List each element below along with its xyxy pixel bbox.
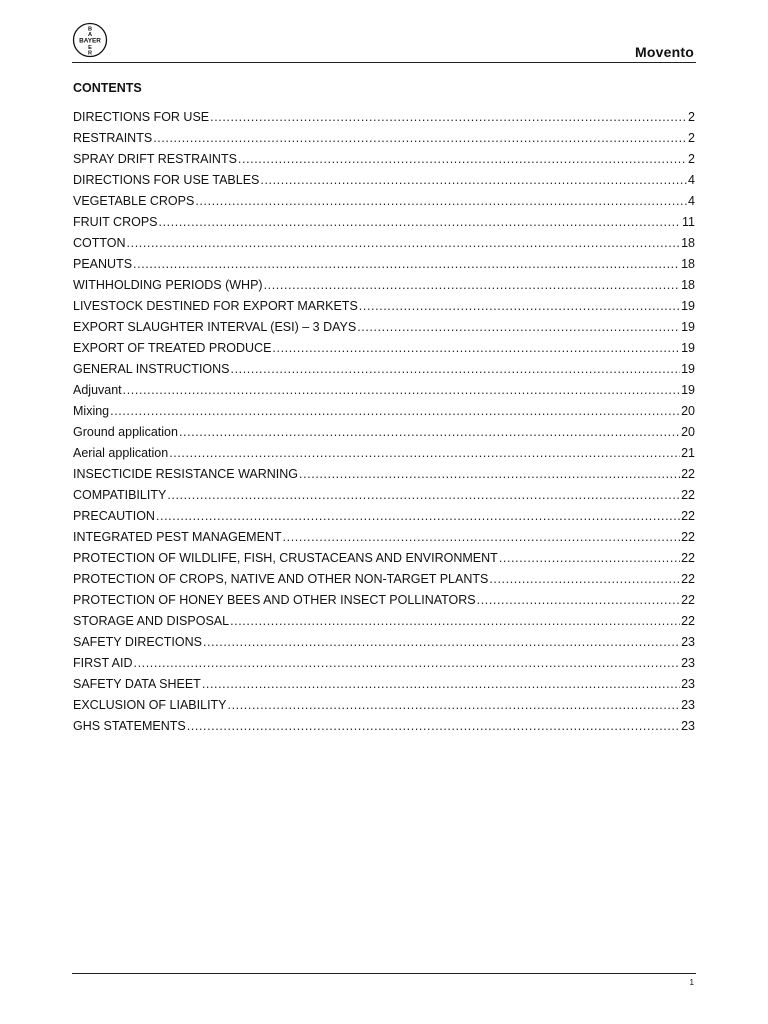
svg-text:B: B: [87, 26, 93, 33]
toc-entry-label: Aerial application: [73, 446, 169, 460]
toc-entry-page: 18: [681, 278, 695, 292]
toc-entry-label: COMPATIBILITY: [73, 488, 167, 502]
toc-entry-label: Ground application: [73, 425, 178, 439]
toc-entry[interactable]: [73, 297, 695, 318]
toc-entry-page: 22: [681, 509, 695, 523]
toc-entry-label: Adjuvant: [73, 383, 122, 397]
toc-entry-label: GENERAL INSTRUCTIONS: [73, 362, 230, 376]
toc-entry-label: SAFETY DATA SHEET: [73, 677, 201, 691]
toc-entry-label: EXPORT OF TREATED PRODUCE: [73, 341, 272, 355]
toc-entry-page: 23: [681, 719, 695, 733]
toc-dot-leader: [203, 633, 680, 651]
toc-entry-label: DIRECTIONS FOR USE: [73, 110, 210, 124]
toc-entry-page: 20: [681, 404, 695, 418]
toc-dot-leader: [195, 192, 687, 210]
toc-entry-page: 4: [688, 173, 695, 187]
toc-entry-label: LIVESTOCK DESTINED FOR EXPORT MARKETS: [73, 299, 358, 313]
toc-dot-leader: [159, 213, 682, 231]
toc-entry-page: 22: [681, 572, 695, 586]
toc-dot-leader: [230, 612, 680, 630]
toc-entry[interactable]: [73, 486, 695, 507]
toc-entry[interactable]: [73, 654, 695, 675]
toc-entry[interactable]: [73, 696, 695, 717]
toc-entry-label: PRECAUTION: [73, 509, 155, 523]
svg-text:BAYER: BAYER: [79, 37, 101, 45]
toc-entry-page: 18: [681, 236, 695, 250]
toc-entry[interactable]: [73, 528, 695, 549]
toc-dot-leader: [156, 507, 680, 525]
toc-entry-label: Mixing: [73, 404, 110, 418]
toc-entry-label: GHS STATEMENTS: [73, 719, 186, 733]
document-title: Movento: [635, 44, 694, 60]
toc-entry-page: 23: [681, 698, 695, 712]
toc-dot-leader: [187, 717, 680, 735]
toc-entry[interactable]: [73, 381, 695, 402]
toc-entry-label: FRUIT CROPS: [73, 215, 158, 229]
toc-dot-leader: [299, 465, 680, 483]
toc-dot-leader: [499, 549, 680, 567]
toc-entry[interactable]: [73, 150, 695, 171]
toc-dot-leader: [359, 297, 680, 315]
toc-entry-label: INTEGRATED PEST MANAGEMENT: [73, 530, 282, 544]
toc-entry-page: 23: [681, 656, 695, 670]
toc-entry-page: 19: [681, 362, 695, 376]
toc-dot-leader: [231, 360, 681, 378]
toc-entry-label: FIRST AID: [73, 656, 133, 670]
toc-entry-label: INSECTICIDE RESISTANCE WARNING: [73, 467, 299, 481]
toc-dot-leader: [477, 591, 680, 609]
toc-entry-page: 19: [681, 383, 695, 397]
toc-entry-label: PEANUTS: [73, 257, 133, 271]
toc-dot-leader: [110, 402, 680, 420]
svg-text:A: A: [87, 31, 93, 38]
toc-entry-label: EXCLUSION OF LIABILITY: [73, 698, 227, 712]
toc-entry[interactable]: [73, 465, 695, 486]
bayer-cross-logo: [72, 22, 108, 58]
toc-entry[interactable]: [73, 171, 695, 192]
toc-entry-label: SAFETY DIRECTIONS: [73, 635, 202, 649]
toc-dot-leader: [357, 318, 680, 336]
toc-entry-label: SPRAY DRIFT RESTRAINTS: [73, 152, 237, 166]
toc-entry[interactable]: [73, 549, 695, 570]
toc-entry[interactable]: [73, 633, 695, 654]
table-of-contents: [73, 108, 695, 738]
toc-entry-page: 2: [688, 110, 695, 124]
toc-entry[interactable]: [73, 318, 695, 339]
toc-entry-page: 22: [681, 467, 695, 481]
toc-entry[interactable]: [73, 507, 695, 528]
toc-entry-page: 19: [681, 341, 695, 355]
toc-entry-page: 4: [688, 194, 695, 208]
toc-entry-page: 22: [681, 530, 695, 544]
toc-dot-leader: [238, 150, 687, 168]
toc-entry-page: 23: [681, 677, 695, 691]
toc-dot-leader: [133, 255, 680, 273]
toc-dot-leader: [169, 444, 680, 462]
toc-entry-label: PROTECTION OF CROPS, NATIVE AND OTHER NON-TARGET PLANTS: [73, 572, 489, 586]
toc-entry-page: 19: [681, 299, 695, 313]
toc-dot-leader: [272, 339, 680, 357]
toc-entry[interactable]: [73, 276, 695, 297]
toc-entry[interactable]: [73, 591, 695, 612]
toc-entry[interactable]: [73, 570, 695, 591]
toc-entry[interactable]: [73, 675, 695, 696]
toc-entry-page: 23: [681, 635, 695, 649]
toc-dot-leader: [264, 276, 681, 294]
toc-entry-page: 19: [681, 320, 695, 334]
page-footer: [72, 973, 696, 987]
toc-entry-label: DIRECTIONS FOR USE TABLES: [73, 173, 260, 187]
toc-entry-page: 2: [688, 152, 695, 166]
toc-entry[interactable]: [73, 192, 695, 213]
toc-entry[interactable]: [73, 444, 695, 465]
toc-entry-page: 18: [681, 257, 695, 271]
toc-entry[interactable]: [73, 360, 695, 381]
page-number: 1: [689, 978, 694, 987]
toc-entry[interactable]: [73, 717, 695, 738]
toc-dot-leader: [153, 129, 687, 147]
toc-dot-leader: [202, 675, 680, 693]
toc-entry-page: 22: [681, 488, 695, 502]
toc-entry[interactable]: [73, 234, 695, 255]
toc-entry-label: VEGETABLE CROPS: [73, 194, 195, 208]
toc-entry-label: WITHHOLDING PERIODS (WHP): [73, 278, 263, 292]
toc-dot-leader: [134, 654, 681, 672]
toc-entry-page: 11: [682, 215, 695, 229]
toc-entry-label: RESTRAINTS: [73, 131, 153, 145]
toc-entry[interactable]: [73, 423, 695, 444]
contents-heading: CONTENTS: [73, 81, 142, 95]
toc-entry-page: 22: [681, 614, 695, 628]
toc-dot-leader: [179, 423, 680, 441]
toc-entry[interactable]: [73, 255, 695, 276]
toc-dot-leader: [123, 381, 680, 399]
toc-dot-leader: [260, 171, 687, 189]
page-header: [72, 22, 696, 63]
toc-entry-label: COTTON: [73, 236, 126, 250]
toc-dot-leader: [167, 486, 680, 504]
toc-entry-page: 20: [681, 425, 695, 439]
toc-dot-leader: [228, 696, 681, 714]
svg-text:E: E: [88, 45, 92, 52]
toc-entry-page: 21: [681, 446, 695, 460]
toc-entry[interactable]: [73, 612, 695, 633]
toc-entry[interactable]: [73, 402, 695, 423]
toc-entry[interactable]: [73, 213, 695, 234]
toc-entry-page: 22: [681, 593, 695, 607]
toc-dot-leader: [127, 234, 681, 252]
toc-entry-label: PROTECTION OF WILDLIFE, FISH, CRUSTACEANS AND ENVIRONMENT: [73, 551, 498, 565]
toc-entry-label: STORAGE AND DISPOSAL: [73, 614, 230, 628]
toc-entry-label: PROTECTION OF HONEY BEES AND OTHER INSECT POLLINATORS: [73, 593, 476, 607]
toc-entry[interactable]: [73, 129, 695, 150]
svg-text:R: R: [87, 50, 93, 57]
toc-entry-label: EXPORT SLAUGHTER INTERVAL (ESI) – 3 DAYS: [73, 320, 357, 334]
toc-dot-leader: [210, 108, 687, 126]
toc-dot-leader: [283, 528, 681, 546]
toc-entry[interactable]: [73, 108, 695, 129]
toc-entry-page: 2: [688, 131, 695, 145]
toc-entry-page: 22: [681, 551, 695, 565]
toc-dot-leader: [489, 570, 680, 588]
toc-entry[interactable]: [73, 339, 695, 360]
